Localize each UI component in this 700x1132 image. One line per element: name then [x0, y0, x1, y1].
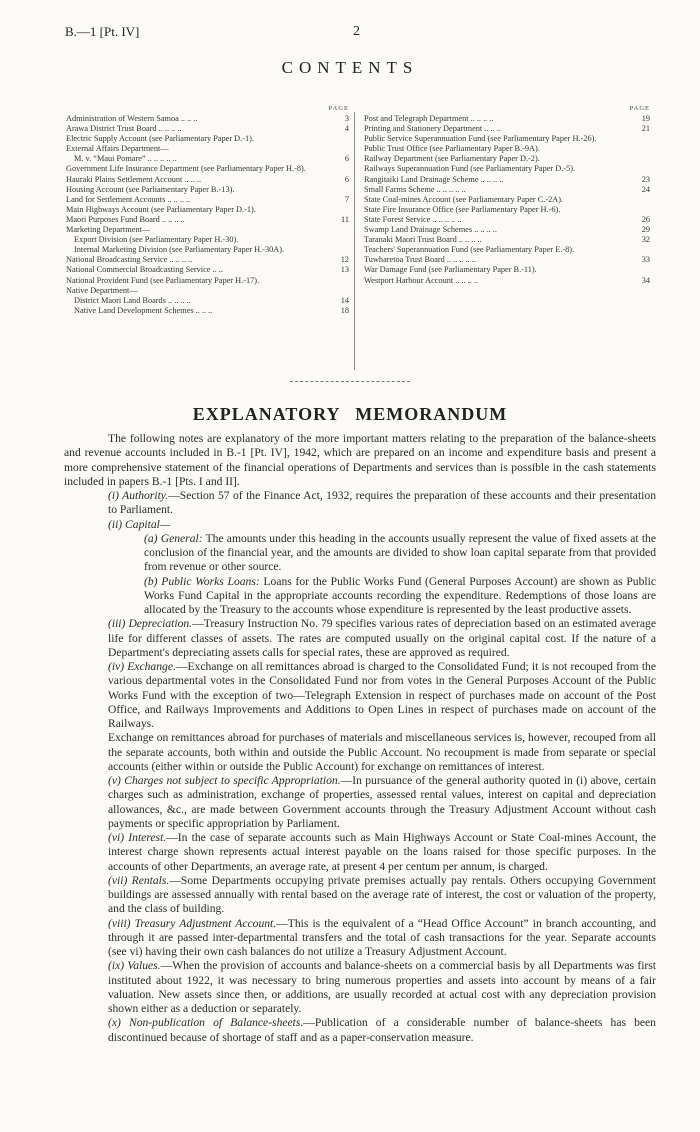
toc-entry-page: 4	[344, 124, 349, 134]
page-column-label: PAGE	[328, 105, 349, 112]
toc-entry	[66, 205, 349, 215]
toc-entry-title: Government Life Insurance Department (see Parliamentary Paper H.-8).	[66, 164, 306, 174]
toc-entry-title: Teachers' Superannuation Fund (see Parliamentary Paper E.-8).	[364, 245, 575, 255]
toc-entry-page: 3	[344, 114, 349, 123]
memo-paragraph	[64, 518, 656, 532]
toc-entry-page: 14	[340, 295, 349, 305]
toc-entry-title: National Commercial Broadcasting Service .. ..	[66, 265, 223, 275]
toc-entry	[364, 276, 650, 286]
toc-entry	[66, 114, 349, 124]
toc-entry-title: Electric Supply Account (see Parliamentary Paper D.-1).	[66, 134, 255, 144]
paragraph-heading: (x) Non-publication of Balance-sheets.	[108, 1016, 304, 1030]
paragraph-heading: (vii) Rentals.	[108, 873, 170, 887]
toc-entry	[66, 296, 349, 306]
memo-paragraph	[64, 432, 656, 489]
toc-entry-title: Main Highways Account (see Parliamentary Paper D.-1).	[66, 204, 256, 214]
paragraph-text: —Section 57 of the Finance Act, 1932, requires the preparation of these accounts and their presentation to Parliament.	[108, 489, 656, 517]
toc-entry-title: War Damage Fund (see Parliamentary Paper B.-11).	[364, 265, 537, 275]
toc-entry	[66, 286, 349, 296]
toc-entry-title: Native Department—	[66, 285, 138, 295]
document-reference: B.—1 [Pt. IV]	[65, 24, 140, 39]
toc-left-list	[66, 114, 349, 316]
toc-entry-title: Westport Harbour Account .. .. .. ..	[364, 275, 479, 285]
memo-paragraph	[64, 489, 656, 518]
toc-entry-title: Housing Account (see Parliamentary Paper B.-13).	[66, 184, 235, 194]
toc-entry-page: 29	[641, 225, 650, 235]
page-column-label: PAGE	[629, 105, 650, 112]
memo-paragraph	[64, 575, 656, 618]
paragraph-text: Loans for the Public Works Fund (General Purposes Account) are shown as Public Works Fund Capital in the appropriate accounts recording the expenditure. Redemptions of those loans are allocated by the Treasury to the accounts whose expenditure is represented by the least productive assets.	[144, 574, 656, 616]
memo-paragraph	[64, 532, 656, 575]
toc-entry-page: 6	[344, 154, 349, 164]
toc-entry	[364, 144, 650, 154]
toc-entry-title: Railway Department (see Parliamentary Paper D.-2).	[364, 154, 540, 164]
toc-entry-page: 12	[340, 255, 349, 265]
toc-entry-title: Post and Telegraph Department .. .. .. ..	[364, 114, 494, 123]
toc-entry-title: Internal Marketing Division (see Parliamentary Paper H.-30A).	[74, 245, 285, 255]
toc-entry-title: External Affairs Department—	[66, 144, 169, 154]
paragraph-heading: (v) Charges not subject to specific Appropriation.	[108, 774, 341, 787]
toc-entry-page: 33	[641, 255, 650, 265]
memo-paragraph	[64, 617, 656, 660]
toc-entry-page: 32	[641, 235, 650, 245]
toc-entry	[364, 265, 650, 275]
toc-entry	[66, 235, 349, 245]
paragraph-text: —In the case of separate accounts such as Main Highways Account or State Coal-mines Account, the interest charge shown represents actual interest payable on the loans raised for those specific purposes. In the accounts of other Departments, an average rate, at present 4 per centum per annum, is charged.	[108, 831, 656, 873]
column-divider	[354, 112, 355, 370]
paragraph-text: —Exchange on all remittances abroad is charged to the Consolidated Fund; it is not recouped from the various departmental votes in the Consolidated Fund nor from votes in the General Purposes Account of the Public Works Fund with the exception of two—Telegraph Extension in respect of purchases made on account of the Post Office, and Railways Improvements and Additions to Open Lines in respect of purchases made on account of the Railways.	[108, 660, 656, 730]
toc-entry	[66, 255, 349, 265]
toc-right-list	[364, 114, 650, 286]
paragraph-heading: (i) Authority.	[108, 489, 169, 502]
toc-entry	[364, 225, 650, 235]
paragraph-text: —This is the equivalent of a “Head Office Account” in branch accounting, and through it are passed inter-departmental transfers and the total of cash transactions for the year. Separate accounts (see vi) having their own cash balances do not utilize a Treasury Adjustment Account.	[108, 916, 657, 958]
toc-entry-page: 19	[641, 114, 650, 123]
toc-entry-page: 13	[340, 265, 349, 275]
toc-entry-page: 34	[641, 275, 650, 285]
toc-entry-title: Native Land Development Schemes .. .. ..	[74, 305, 213, 315]
memo-paragraph	[64, 1016, 656, 1045]
paragraph-text: The amounts under this heading in the accounts usually represent the value of fixed assets at the conclusion of the financial year, and the amounts are divided to show loan capital separate from that provided from revenue or other source.	[144, 531, 656, 574]
toc-entry	[364, 164, 650, 174]
toc-entry	[66, 265, 349, 275]
toc-entry-page: 6	[344, 174, 349, 184]
toc-entry	[364, 124, 650, 134]
toc-entry-title: National Broadcasting Service .. .. .. ..	[66, 255, 193, 265]
toc-entry-title: State Fire Insurance Office (see Parliamentary Paper H.-6).	[364, 204, 561, 214]
toc-entry-title: Export Division (see Parliamentary Paper H.-30).	[74, 235, 239, 245]
paragraph-heading: (iv) Exchange.	[108, 660, 176, 673]
memo-paragraph	[64, 660, 656, 731]
paragraph-text: —Some Departments occupying private premises actually pay rentals. Others occupying Government buildings are assessed annually with rental based on the average rate of interest, the cost or valuation of the property, and the class of building.	[108, 873, 656, 916]
paragraph-heading: (viii) Treasury Adjustment Account.	[108, 916, 277, 930]
paragraph-text: The following notes are explanatory of the more important matters relating to the preparation of the balance-sheets and revenue accounts included in B.-1 [Pt. IV], 1942, which are prepared on an income and expenditure basis and present a more comprehensive statement of the financial operations of Departments and services than is possible in the cash statements included in papers B.-1 [Pts. I and II].	[64, 432, 656, 488]
paragraph-heading: (b) Public Works Loans:	[144, 574, 260, 588]
memo-paragraph	[64, 874, 656, 917]
toc-entry	[364, 154, 650, 164]
toc-entry	[66, 164, 349, 174]
toc-entry-title: Marketing Department—	[66, 225, 151, 235]
toc-entry-title: Rangitaiki Land Drainage Scheme .. .. .. ..	[364, 174, 504, 184]
toc-right-column	[364, 104, 650, 286]
paragraph-heading: (vi) Interest.	[108, 831, 167, 844]
toc-entry-title: Land for Settlement Accounts .. .. .. ..	[66, 194, 191, 204]
paragraph-heading: (ix) Values.	[108, 959, 161, 973]
toc-entry	[66, 134, 349, 144]
toc-left-column	[66, 104, 349, 316]
toc-entry	[364, 255, 650, 265]
toc-entry	[364, 114, 650, 124]
toc-entry	[364, 245, 650, 255]
toc-entry-title: Administration of Western Samoa .. .. ..	[66, 114, 198, 123]
toc-entry-page: 7	[344, 194, 349, 204]
toc-entry	[66, 245, 349, 255]
toc-entry-title: Printing and Stationery Department .. .. ..	[364, 124, 501, 134]
toc-entry-page: 11	[341, 214, 349, 224]
toc-entry-title: District Maori Land Boards .. .. .. ..	[74, 295, 191, 305]
paragraph-text: —In pursuance of the general authority quoted in (i) above, certain charges such as administration, exchange of properties, assessed rental values, interest on capital and depreciation allowances, &c., are made between Government accounts through the Treasury Adjustment Account without cash payments or specific appropriation by Parliament.	[108, 774, 656, 830]
toc-entry	[66, 215, 349, 225]
toc-entry-title: State Forest Service .. .. .. .. ..	[364, 214, 462, 224]
toc-entry-title: Maori Purposes Fund Board .. .. .. ..	[66, 214, 185, 224]
toc-entry	[66, 225, 349, 235]
toc-entry	[364, 215, 650, 225]
memorandum-title: EXPLANATORY MEMORANDUM	[192, 404, 508, 424]
toc-entry-title: Hauraki Plains Settlement Account .. .. ..	[66, 174, 202, 184]
paragraph-text: Exchange on remittances abroad for purchases of materials and miscellaneous services is, however, recouped from all the separate accounts, both within and outside the Public Account. No recoupment is made from separate or special accounts (either within or outside the Public Account) for exchange on remittances of interest.	[108, 731, 656, 773]
toc-entry	[66, 175, 349, 185]
toc-entry	[66, 124, 349, 134]
page-header	[65, 24, 660, 40]
toc-entry	[364, 195, 650, 205]
memo-paragraph	[64, 831, 656, 874]
toc-entry	[364, 185, 650, 195]
paragraph-text: —Publication of a considerable number of balance-sheets has been discontinued because of shortage of staff and as a paper-conservation measure.	[108, 1016, 656, 1044]
toc-entry-page: 18	[340, 305, 349, 315]
toc-entry-title: Small Farms Scheme .. .. .. .. ..	[364, 184, 466, 194]
toc-entry	[66, 276, 349, 286]
toc-entry-title: Swamp Land Drainage Schemes .. .. .. ..	[364, 225, 497, 235]
memo-paragraph	[64, 917, 656, 960]
memorandum-body	[64, 432, 656, 1045]
memo-paragraph	[64, 959, 656, 1016]
toc-entry-title: Taranaki Maori Trust Board .. .. .. ..	[364, 235, 482, 245]
paragraph-heading: (a) General:	[144, 531, 203, 545]
toc-entry-page: 21	[641, 124, 650, 134]
toc-entry	[364, 175, 650, 185]
toc-entry-page: 26	[641, 214, 650, 224]
toc-entry-title: M. v. “Maui Pomare” .. .. .. .. ..	[74, 154, 177, 164]
paragraph-heading: (iii) Depreciation.	[108, 617, 193, 631]
toc-entry-title: Railways Superannuation Fund (see Parliamentary Paper D.-5).	[364, 164, 576, 174]
paragraph-text: —When the provision of accounts and balance-sheets on a commercial basis by all Departments was first instituted about 1922, it was necessary to bring numerous properties and assets into account by means of a fair valuation. New assets since then, or additions, are usually recorded at actual cost with any depreciation provision shown either as a deduction or separately.	[108, 959, 657, 1015]
toc-entry	[66, 306, 349, 316]
toc-entry-page: 24	[641, 184, 650, 194]
toc-entry	[66, 195, 349, 205]
toc-entry	[364, 235, 650, 245]
toc-entry-title: Arawa District Trust Board .. .. .. ..	[66, 124, 182, 134]
section-rule	[290, 381, 410, 382]
toc-entry-title: National Provident Fund (see Parliamentary Paper H.-17).	[66, 275, 260, 285]
paragraph-heading: (ii) Capital—	[108, 517, 171, 531]
toc-entry	[66, 144, 349, 154]
page-number: 2	[353, 24, 360, 39]
toc-entry-title: Public Service Superannuation Fund (see Parliamentary Paper H.-26).	[364, 134, 597, 144]
toc-entry-page: 23	[641, 174, 650, 184]
paragraph-text: —Treasury Instruction No. 79 specifies various rates of depreciation based on an estimated average life for different classes of assets. The rates are computed usually on the original capital cost. If the nature of a Department's depreciating assets calls for special rates, these are approved as required.	[108, 617, 656, 659]
toc-entry-title: State Coal-mines Account (see Parliamentary Paper C.-2A).	[364, 194, 564, 204]
toc-entry	[66, 154, 349, 164]
contents-heading: CONTENTS	[281, 58, 419, 77]
memo-paragraph	[64, 731, 656, 774]
toc-entry	[66, 185, 349, 195]
toc-entry	[364, 134, 650, 144]
toc-entry	[364, 205, 650, 215]
toc-entry-title: Tuwharetoa Trust Board .. .. .. .. ..	[364, 255, 476, 265]
memo-paragraph	[64, 774, 656, 831]
toc-entry-title: Public Trust Office (see Parliamentary Paper B.-9A).	[364, 144, 540, 154]
